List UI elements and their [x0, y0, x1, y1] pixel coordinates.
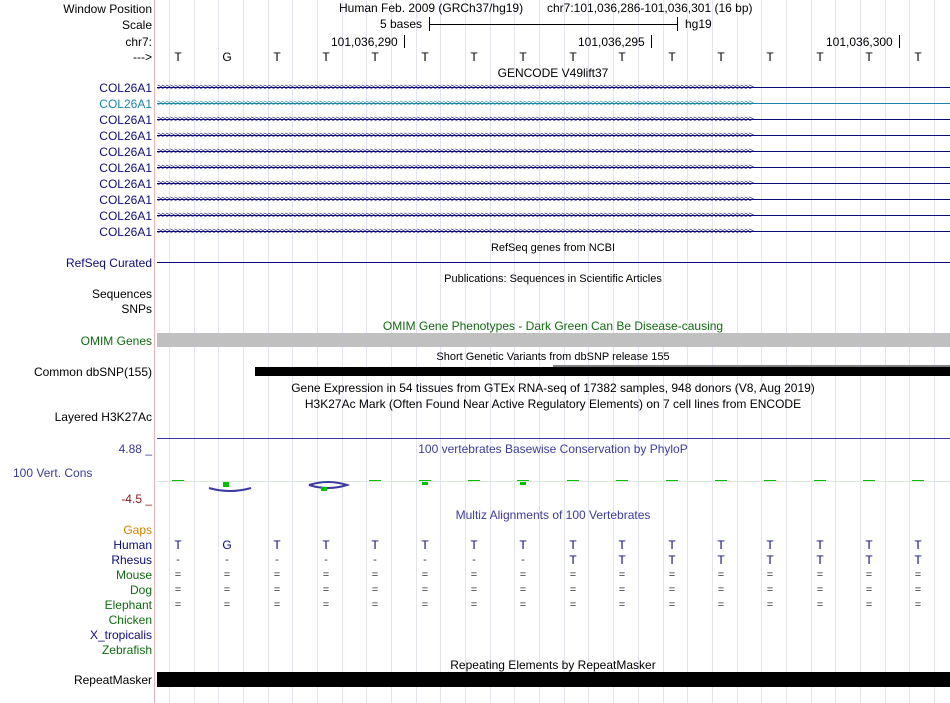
alignment-cell: = — [668, 569, 676, 581]
cons-max-label: 4.88 _ — [118, 442, 152, 456]
alignment-cell: = — [766, 569, 774, 581]
alignment-cell: T — [569, 553, 577, 567]
alignment-cell: = — [273, 569, 281, 581]
db-label: hg19 — [685, 17, 712, 31]
omim-title: OMIM Gene Phenotypes - Dark Green Can Be Disease-causing — [382, 319, 724, 333]
alignment-cell: = — [569, 569, 577, 581]
alignment-cell: T — [470, 538, 478, 552]
alignment-cell: = — [618, 599, 626, 611]
gencode-strand-arrows: >>>>>>>>>>>>>>>>>>>>>>>>>>>>>>>>>>>>>>>>>>>>>>>>>>>>>>>>>>>>>>>>>>>>>>>>>>>>>>>>>>>>>>>>>>>>>>>>>>>>>>>>>>>>>>>>>>>>>>>>>>>>>>>>>>>>>>>>>>>> — [157, 162, 753, 172]
alignment-cell: = — [816, 599, 824, 611]
alignment-cell: T — [914, 538, 922, 552]
alignment-cell: = — [766, 599, 774, 611]
sequence-base: T — [174, 50, 182, 64]
refseq-label[interactable]: RefSeq Curated — [65, 256, 152, 270]
window-position-label: Window Position — [63, 2, 152, 16]
alignment-cell: = — [717, 584, 725, 596]
alignment-cell: = — [421, 584, 429, 596]
alignment-cell: - — [324, 554, 328, 566]
sequences-label[interactable]: Sequences — [91, 287, 152, 301]
alignment-cell: = — [816, 569, 824, 581]
species-label[interactable]: Chicken — [108, 613, 152, 627]
gencode-transcript-label[interactable]: COL26A1 — [99, 97, 152, 111]
sequence-base: G — [222, 50, 232, 64]
alignment-cell: = — [914, 569, 922, 581]
position-label-1: 101,036,290 — [331, 35, 398, 49]
species-label[interactable]: Rhesus — [111, 553, 152, 567]
gencode-strand-arrows: >>>>>>>>>>>>>>>>>>>>>>>>>>>>>>>>>>>>>>>>>>>>>>>>>>>>>>>>>>>>>>>>>>>>>>>>>>>>>>>>>>>>>>>>>>>>>>>>>>>>>>>>>>>>>>>>>>>>>>>>>>>>>>>>>>>>>>>>>>>> — [157, 226, 753, 236]
scale-bar — [429, 17, 678, 31]
gencode-transcript-label[interactable]: COL26A1 — [99, 177, 152, 191]
alignment-cell: = — [223, 569, 231, 581]
alignment-cell: = — [519, 569, 527, 581]
species-label[interactable]: X_tropicalis — [89, 628, 152, 642]
range-text: chr7:101,036,286-101,036,301 (16 bp) — [547, 1, 753, 15]
sequence-base: T — [865, 50, 873, 64]
alignment-cell: T — [618, 538, 626, 552]
species-label[interactable]: Human — [113, 538, 152, 552]
sequence-base: T — [914, 50, 922, 64]
alignment-cell: = — [421, 599, 429, 611]
alignment-cell: = — [223, 584, 231, 596]
conservation-glyph-g-1 — [205, 478, 255, 494]
gencode-title: GENCODE V49lift37 — [497, 66, 609, 80]
alignment-cell: T — [618, 553, 626, 567]
alignment-cell: = — [569, 584, 577, 596]
alignment-cell: = — [470, 599, 478, 611]
alignment-cell: T — [865, 553, 873, 567]
gencode-transcript-label[interactable]: COL26A1 — [99, 81, 152, 95]
alignment-cell: = — [174, 569, 182, 581]
alignment-cell: = — [717, 569, 725, 581]
h3k27ac-label[interactable]: Layered H3K27Ac — [54, 410, 152, 424]
alignment-cell: T — [371, 538, 379, 552]
dbsnp-title: Short Genetic Variants from dbSNP release 155 — [436, 351, 670, 363]
alignment-cell: T — [766, 553, 774, 567]
alignment-cell: = — [322, 569, 330, 581]
gencode-transcript-label[interactable]: COL26A1 — [99, 145, 152, 159]
repeatmasker-title: Repeating Elements by RepeatMasker — [450, 658, 656, 672]
alignment-cell: = — [618, 584, 626, 596]
alignment-cell: = — [618, 569, 626, 581]
alignment-cell: = — [717, 599, 725, 611]
alignment-cell: = — [519, 584, 527, 596]
alignment-cell: - — [472, 554, 476, 566]
position-label-2: 101,036,295 — [578, 35, 645, 49]
position-tick-1 — [404, 35, 405, 48]
alignment-cell: - — [521, 554, 525, 566]
label-separator — [154, 0, 155, 703]
omim-bar[interactable] — [157, 333, 950, 347]
gencode-transcript-label[interactable]: COL26A1 — [99, 225, 152, 239]
gencode-transcript-label[interactable]: COL26A1 — [99, 129, 152, 143]
alignment-cell: T — [322, 538, 330, 552]
alignment-cell: = — [371, 584, 379, 596]
alignment-cell: - — [176, 554, 180, 566]
alignment-cell: = — [865, 584, 873, 596]
alignment-cell: = — [766, 584, 774, 596]
position-tick-3 — [899, 35, 900, 48]
alignment-cell: = — [470, 584, 478, 596]
alignment-cell: G — [222, 538, 232, 552]
chrom-label: chr7: — [125, 35, 152, 49]
conservation-label[interactable]: 100 Vert. Cons — [13, 466, 93, 480]
alignment-cell: - — [225, 554, 229, 566]
alignment-cell: = — [371, 569, 379, 581]
phylop-zero-line — [157, 481, 950, 482]
conservation-title: 100 vertebrates Basewise Conservation by PhyloP — [418, 442, 688, 456]
gencode-strand-arrows: >>>>>>>>>>>>>>>>>>>>>>>>>>>>>>>>>>>>>>>>>>>>>>>>>>>>>>>>>>>>>>>>>>>>>>>>>>>>>>>>>>>>>>>>>>>>>>>>>>>>>>>>>>>>>>>>>>>>>>>>>>>>>>>>>>>>>>>>>>>> — [157, 98, 753, 108]
alignment-cell: = — [174, 584, 182, 596]
alignment-cell: = — [668, 584, 676, 596]
species-label[interactable]: Elephant — [104, 598, 152, 612]
multiz-title: Multiz Alignments of 100 Vertebrates — [455, 508, 651, 522]
sequence-base: T — [717, 50, 725, 64]
alignment-cell: T — [717, 538, 725, 552]
alignment-cell: T — [668, 538, 676, 552]
repeatmasker-bar[interactable] — [157, 672, 950, 687]
position-label-3: 101,036,300 — [826, 35, 893, 49]
sequence-base: T — [322, 50, 330, 64]
snps-label[interactable]: SNPs — [121, 302, 152, 316]
alignment-cell: - — [423, 554, 427, 566]
alignment-cell: = — [569, 599, 577, 611]
alignment-cell: = — [668, 599, 676, 611]
dbsnp-label[interactable]: Common dbSNP(155) — [33, 365, 152, 379]
strand-label: ---> — [133, 50, 152, 64]
gencode-transcript-label[interactable]: COL26A1 — [99, 193, 152, 207]
dbsnp-bar-secondary[interactable] — [553, 365, 950, 367]
refseq-title: RefSeq genes from NCBI — [490, 242, 616, 254]
sequence-base: T — [569, 50, 577, 64]
gencode-strand-arrows: >>>>>>>>>>>>>>>>>>>>>>>>>>>>>>>>>>>>>>>>>>>>>>>>>>>>>>>>>>>>>>>>>>>>>>>>>>>>>>>>>>>>>>>>>>>>>>>>>>>>>>>>>>>>>>>>>>>>>>>>>>>>>>>>>>>>>>>>>>>> — [157, 114, 753, 124]
position-tick-2 — [651, 35, 652, 48]
alignment-cell: T — [519, 538, 527, 552]
h3k27ac-title: H3K27Ac Mark (Often Found Near Active Regulatory Elements) on 7 cell lines from ENCODE — [304, 397, 802, 411]
sequence-base: T — [816, 50, 824, 64]
scale-label: Scale — [121, 18, 152, 32]
sequence-base: T — [668, 50, 676, 64]
sequence-base: T — [273, 50, 281, 64]
alignment-cell: T — [668, 553, 676, 567]
alignment-cell: = — [371, 599, 379, 611]
gencode-transcript-label[interactable]: COL26A1 — [99, 113, 152, 127]
alignment-cell: = — [421, 569, 429, 581]
alignment-cell: T — [174, 538, 182, 552]
alignment-cell: T — [865, 538, 873, 552]
omim-label[interactable]: OMIM Genes — [80, 334, 152, 348]
sequence-base: T — [421, 50, 429, 64]
alignment-cell: = — [273, 584, 281, 596]
gencode-transcript-label[interactable]: COL26A1 — [99, 209, 152, 223]
alignment-cell: = — [865, 569, 873, 581]
gencode-strand-arrows: >>>>>>>>>>>>>>>>>>>>>>>>>>>>>>>>>>>>>>>>>>>>>>>>>>>>>>>>>>>>>>>>>>>>>>>>>>>>>>>>>>>>>>>>>>>>>>>>>>>>>>>>>>>>>>>>>>>>>>>>>>>>>>>>>>>>>>>>>>>> — [157, 210, 753, 220]
gencode-strand-arrows: >>>>>>>>>>>>>>>>>>>>>>>>>>>>>>>>>>>>>>>>>>>>>>>>>>>>>>>>>>>>>>>>>>>>>>>>>>>>>>>>>>>>>>>>>>>>>>>>>>>>>>>>>>>>>>>>>>>>>>>>>>>>>>>>>>>>>>>>>>>> — [157, 178, 753, 188]
sequence-base: T — [470, 50, 478, 64]
alignment-cell: = — [470, 569, 478, 581]
alignment-cell: = — [273, 599, 281, 611]
alignment-cell: T — [816, 553, 824, 567]
assembly-text: Human Feb. 2009 (GRCh37/hg19) — [339, 1, 524, 15]
gencode-transcript-label[interactable]: COL26A1 — [99, 161, 152, 175]
repeatmasker-label[interactable]: RepeatMasker — [73, 673, 152, 687]
alignment-cell: - — [275, 554, 279, 566]
alignment-cell: T — [421, 538, 429, 552]
species-label[interactable]: Mouse — [115, 568, 152, 582]
sequence-base: T — [519, 50, 527, 64]
gencode-strand-arrows: >>>>>>>>>>>>>>>>>>>>>>>>>>>>>>>>>>>>>>>>>>>>>>>>>>>>>>>>>>>>>>>>>>>>>>>>>>>>>>>>>>>>>>>>>>>>>>>>>>>>>>>>>>>>>>>>>>>>>>>>>>>>>>>>>>>>>>>>>>>> — [157, 146, 753, 156]
gencode-strand-arrows: >>>>>>>>>>>>>>>>>>>>>>>>>>>>>>>>>>>>>>>>>>>>>>>>>>>>>>>>>>>>>>>>>>>>>>>>>>>>>>>>>>>>>>>>>>>>>>>>>>>>>>>>>>>>>>>>>>>>>>>>>>>>>>>>>>>>>>>>>>>> — [157, 82, 753, 92]
refseq-line — [157, 262, 950, 263]
alignment-cell: = — [914, 584, 922, 596]
alignment-cell: T — [816, 538, 824, 552]
cons-min-label: -4.5 _ — [121, 492, 152, 506]
alignment-cell: = — [519, 599, 527, 611]
alignment-cell: = — [322, 584, 330, 596]
species-label[interactable]: Zebrafish — [101, 643, 152, 657]
alignment-cell: T — [766, 538, 774, 552]
alignment-cell: T — [569, 538, 577, 552]
alignment-cell: = — [322, 599, 330, 611]
gencode-strand-arrows: >>>>>>>>>>>>>>>>>>>>>>>>>>>>>>>>>>>>>>>>>>>>>>>>>>>>>>>>>>>>>>>>>>>>>>>>>>>>>>>>>>>>>>>>>>>>>>>>>>>>>>>>>>>>>>>>>>>>>>>>>>>>>>>>>>>>>>>>>>>> — [157, 130, 753, 140]
alignment-cell: T — [717, 553, 725, 567]
species-label[interactable]: Dog — [129, 583, 152, 597]
alignment-cell: = — [816, 584, 824, 596]
alignment-cell: T — [914, 553, 922, 567]
sequence-base: T — [618, 50, 626, 64]
gtex-title: Gene Expression in 54 tissues from GTEx RNA-seq of 17382 samples, 948 donors (V8, Aug 2019) — [291, 381, 815, 395]
conservation-glyph-g-2 — [305, 477, 351, 495]
gaps-label[interactable]: Gaps — [123, 523, 152, 537]
alignment-cell: = — [865, 599, 873, 611]
scale-text: 5 bases — [380, 17, 423, 31]
dbsnp-bar[interactable] — [255, 367, 950, 376]
alignment-cell: = — [223, 599, 231, 611]
sequence-base: T — [766, 50, 774, 64]
publications-title: Publications: Sequences in Scientific Articles — [444, 273, 662, 285]
gencode-strand-arrows: >>>>>>>>>>>>>>>>>>>>>>>>>>>>>>>>>>>>>>>>>>>>>>>>>>>>>>>>>>>>>>>>>>>>>>>>>>>>>>>>>>>>>>>>>>>>>>>>>>>>>>>>>>>>>>>>>>>>>>>>>>>>>>>>>>>>>>>>>>>> — [157, 194, 753, 204]
sequence-base: T — [371, 50, 379, 64]
alignment-cell: = — [174, 599, 182, 611]
h3k27ac-baseline — [157, 438, 950, 439]
alignment-cell: = — [914, 599, 922, 611]
alignment-cell: - — [373, 554, 377, 566]
alignment-cell: T — [273, 538, 281, 552]
